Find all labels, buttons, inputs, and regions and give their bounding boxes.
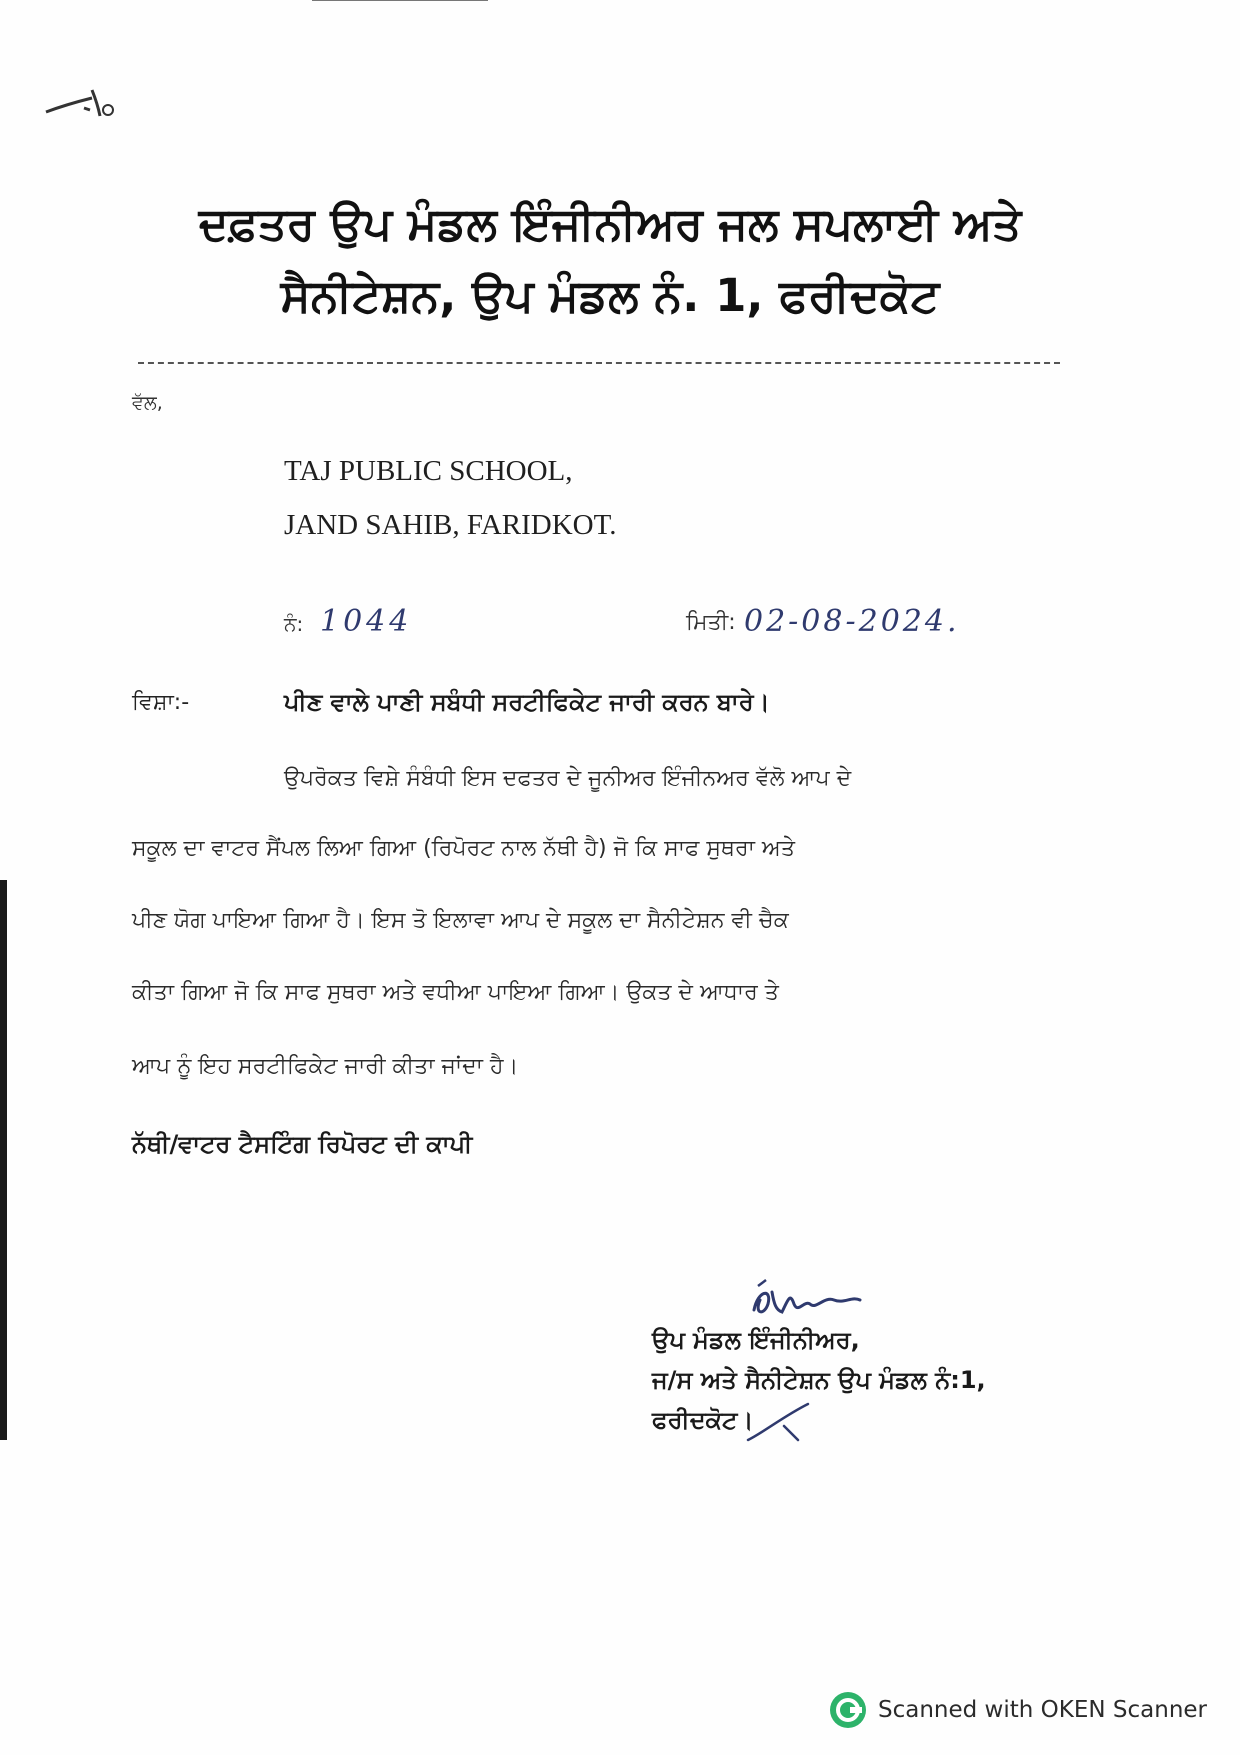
reference-number-label: ਨੰ:	[284, 612, 304, 636]
letterhead-line-2: ਸੈਨੀਟੇਸ਼ਨ, ਉਪ ਮੰਡਲ ਨੰ. 1, ਫਰੀਦਕੋਟ	[280, 269, 940, 322]
oken-scanner-logo-icon	[828, 1690, 868, 1730]
signatory-location: ਫਰੀਦਕੋਟ।	[652, 1406, 754, 1434]
subject-text: ਪੀਣ ਵਾਲੇ ਪਾਣੀ ਸਬੰਧੀ ਸਰਟੀਫਿਕੇਟ ਜਾਰੀ ਕਰਨ ਬਾਰੇ।	[284, 688, 770, 716]
header-divider	[138, 362, 1060, 364]
body-line-5: ਆਪ ਨੂੰ ਇਹ ਸਰਟੀਫਿਕੇਟ ਜਾਰੀ ਕੀਤਾ ਜਾਂਦਾ ਹੈ।	[132, 1054, 519, 1079]
corner-stamp-mark-icon	[40, 80, 120, 130]
reference-number-value: 1044	[320, 604, 413, 639]
signatory-designation: ਉਪ ਮੰਡਲ ਇੰਜੀਨੀਅਰ,	[652, 1326, 860, 1354]
signature-flourish-icon	[744, 1396, 824, 1446]
office-letterhead	[140, 188, 1080, 332]
body-line-3: ਪੀਣ ਯੋਗ ਪਾਇਆ ਗਿਆ ਹੈ। ਇਸ ਤੋ ਇਲਾਵਾ ਆਪ ਦੇ ਸਕੂਲ ਦਾ ਸੈਨੀਟੇਸ਼ਨ ਵੀ ਚੈਕ	[132, 908, 789, 933]
attachment-note: ਨੱਥੀ/ਵਾਟਰ ਟੈਸਟਿੰਗ ਰਿਪੋਰਟ ਦੀ ਕਾਪੀ	[132, 1130, 473, 1158]
reference-line	[284, 604, 984, 654]
subject-label: ਵਿਸ਼ਾ:-	[132, 690, 190, 715]
signatory-office: ਜ/ਸ ਅਤੇ ਸੈਨੀਟੇਸ਼ਨ ਉਪ ਮੰਡਲ ਨੰ:1,	[652, 1366, 986, 1394]
addressee-block	[284, 444, 616, 552]
scanner-watermark-text: Scanned with OKEN Scanner	[878, 1697, 1207, 1723]
letterhead-line-1: ਦਫ਼ਤਰ ਉਪ ਮੰਡਲ ਇੰਜੀਨੀਅਰ ਜਲ ਸਪਲਾਈ ਅਤੇ	[198, 197, 1022, 250]
top-scan-rule	[312, 0, 488, 1]
date-value: 02-08-2024.	[744, 604, 960, 639]
body-line-4: ਕੀਤਾ ਗਿਆ ਜੋ ਕਿ ਸਾਫ ਸੁਥਰਾ ਅਤੇ ਵਧੀਆ ਪਾਇਆ ਗਿਆ। ਉਕਤ ਦੇ ਆਧਾਰ ਤੇ	[132, 980, 779, 1005]
body-line-2: ਸਕੂਲ ਦਾ ਵਾਟਰ ਸੈਂਪਲ ਲਿਆ ਗਿਆ (ਰਿਪੋਰਟ ਨਾਲ ਨੱਥੀ ਹੈ) ਜੋ ਕਿ ਸਾਫ ਸੁਥਰਾ ਅਤੇ	[132, 836, 795, 861]
addressee-line-1: TAJ PUBLIC SCHOOL,	[284, 455, 573, 487]
to-label: ਵੱਲ,	[132, 392, 163, 414]
date-label: ਮਿਤੀ:	[686, 610, 736, 635]
scan-edge-shadow	[0, 880, 7, 1440]
scanner-watermark	[828, 1690, 1207, 1730]
body-line-1: ਉਪਰੋਕਤ ਵਿਸ਼ੇ ਸੰਬੰਧੀ ਇਸ ਦਫਤਰ ਦੇ ਜੂਨੀਅਰ ਇੰਜੀਨਅਰ ਵੱਲੋ ਆਪ ਦੇ	[284, 766, 852, 791]
addressee-line-2: JAND SAHIB, FARIDKOT.	[284, 509, 617, 541]
